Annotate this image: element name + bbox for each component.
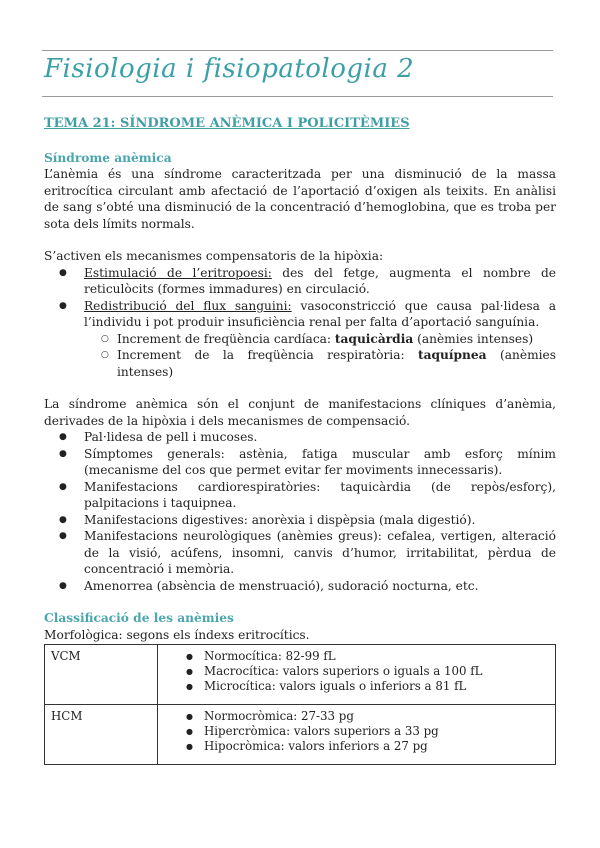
table-cell-key: VCM <box>45 645 158 705</box>
section-heading-anemic-syndrome: Síndrome anèmica <box>44 150 172 165</box>
list-item <box>44 265 556 298</box>
definition: des del fetge, augmenta el nombre de reticulòcits (formes immadures) en circulació. <box>84 265 556 296</box>
classification-intro: Morfològica: segons els índexs eritrocítics. <box>44 627 310 642</box>
table-row <box>45 645 556 705</box>
sub-list-item: ○ Increment de la freqüència respiratòria: taquípnea (anèmies intenses) <box>84 347 556 380</box>
table-cell-values <box>158 705 556 765</box>
section-heading-classification: Classificació de les anèmies <box>44 611 234 625</box>
spacer <box>44 594 556 610</box>
definition: vasoconstricció que causa pal·lidesa a l’individu i pot produir insuficiència renal per falta d’aportació sanguínia. <box>84 298 556 329</box>
term: Estimulació de l’eritropoesi: <box>84 265 272 280</box>
mechanisms-intro: S’activen els mecanismes compensatoris de la hipòxia: <box>44 249 384 263</box>
list-item: ● Amenorrea (absència de menstruació), sudoració nocturna, etc. <box>44 578 556 595</box>
list-item: ● Manifestacions neurològiques (anèmies greus): cefalea, vertigen, alteració de la visió, acúfens, insomni, canvis d’humor, irritabilitat, pèrdua de concentració i memòria. <box>44 528 556 578</box>
list-item: ● Macrocítica: valors superiors o iguals a 100 fL <box>164 664 549 679</box>
list-item: ● Pal·lidesa de pell i mucoses. <box>44 429 556 446</box>
document-title: Fisiologia i fisiopatologia 2 <box>44 54 415 84</box>
sub-list <box>84 331 556 381</box>
manifestations-list <box>44 429 556 594</box>
list-item <box>44 298 556 381</box>
table-row <box>45 705 556 765</box>
document-body <box>44 116 556 765</box>
topic-title: TEMA 21: SÍNDROME ANÈMICA I POLICITÈMIES <box>44 116 410 131</box>
indices-table <box>44 644 556 765</box>
term: Redistribució del flux sanguini: <box>84 298 292 313</box>
spacer <box>44 380 556 396</box>
list-item: ● Microcítica: valors iguals o inferiors a 81 fL <box>164 679 549 694</box>
list-item: ● Normocròmica: 27-33 pg <box>164 709 549 724</box>
list-item: ● Manifestacions digestives: anorèxia i dispèpsia (mala digestió). <box>44 512 556 529</box>
manifestations-intro: La síndrome anèmica són el conjunt de manifestacions clíniques d’anèmia, derivades de la hipòxia i dels mecanismes de compensació. <box>44 397 556 428</box>
header-rule-top <box>42 50 553 51</box>
list-item: ● Símptomes generals: astènia, fatiga muscular amb esforç mínim (mecanisme del cos que permet evitar fer moviments innecessaris). <box>44 446 556 479</box>
table-cell-key: HCM <box>45 705 158 765</box>
intro-paragraph: L’anèmia és una síndrome caracteritzada per una disminució de la massa eritrocítica circulant amb afectació de l’aportació d’oxigen als teixits. En anàlisi de sang s’obté una disminució de la concentració d’hemoglobina, que es troba per sota dels límits normals. <box>44 167 556 231</box>
spacer <box>44 232 556 248</box>
sub-list-item: ○ Increment de freqüència cardíaca: taquicàrdia (anèmies intenses) <box>84 331 556 348</box>
list-item: ● Manifestacions cardiorespiratòries: taquicàrdia (de repòs/esforç), palpitacions i taquipnea. <box>44 479 556 512</box>
list-item: ● Hipocròmica: valors inferiors a 27 pg <box>164 739 549 754</box>
list-item: ● Normocítica: 82-99 fL <box>164 649 549 664</box>
table-cell-values <box>158 645 556 705</box>
list-item: ● Hipercròmica: valors superiors a 33 pg <box>164 724 549 739</box>
mechanisms-list <box>44 265 556 381</box>
header-rule-bottom <box>42 96 553 97</box>
